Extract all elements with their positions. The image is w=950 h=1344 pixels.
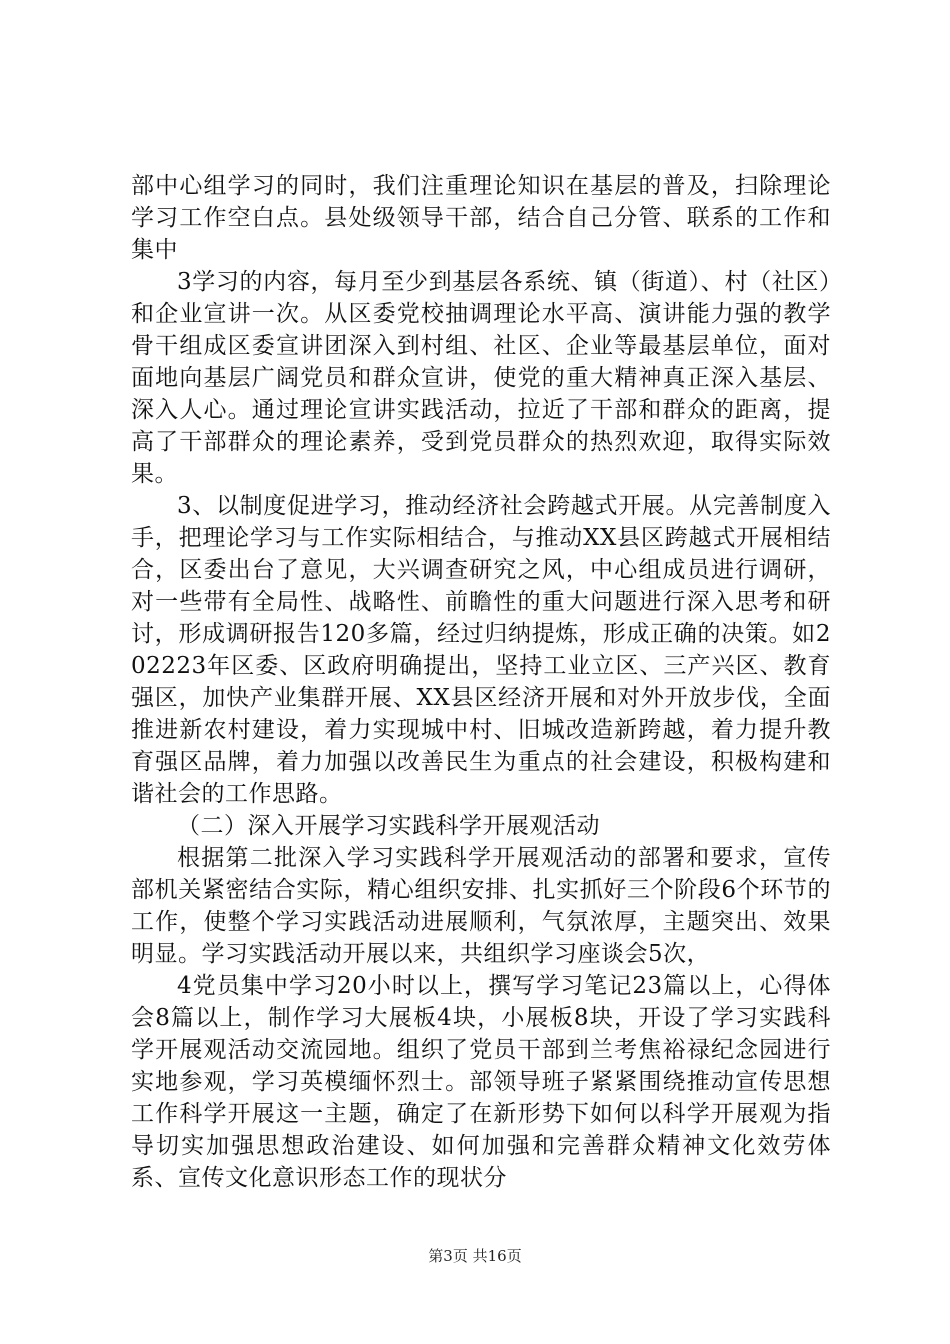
body-text [131, 170, 831, 1194]
paragraph-practice-activities: 根据第二批深入学习实践科学开展观活动的部署和要求，宣传部机关紧密结合实际，精心组织安排、扎实抓好三个阶段6个环节的工作，使整个学习实践活动进展顺利，气氛浓厚，主题突出、效果明显。学习实践活动开展以来，共组织学习座谈会5次， [131, 845, 831, 967]
paragraph-lecture-activities: 3学习的内容，每月至少到基层各系统、镇（街道）、村（社区）和企业宣讲一次。从区委党校抽调理论水平高、演讲能力强的教学骨干组成区委宣讲团深入到村组、社区、企业等最基层单位，面对面地向基层广阔党员和群众宣讲，使党的重大精神真正深入基层、深入人心。通过理论宣讲实践活动，拉近了干部和群众的距离，提高了干部群众的理论素养，受到党员群众的热烈欢迎，取得实际效果。 [131, 269, 831, 487]
page-footer: 第3页 共16页 [428, 1247, 522, 1265]
paragraph-continuation: 部中心组学习的同时，我们注重理论知识在基层的普及，扫除理论学习工作空白点。县处级领导干部，结合自己分管、联系的工作和集中 [131, 173, 831, 263]
section-heading: （二）深入开展学习实践科学开展观活动 [177, 813, 600, 839]
paragraph-system-promotes-study: 3、以制度促进学习，推动经济社会跨越式开展。从完善制度入手，把理论学习与工作实际相结合，与推动XX县区跨越式开展相结合，区委出台了意见，大兴调查研究之风，中心组成员进行调研，对一些带有全局性、战略性、前瞻性的重大问题进行深入思考和研讨，形成调研报告120多篇，经过归纳提炼，形成正确的决策。如202223年区委、区政府明确提出，坚持工业立区、三产兴区、教育强区，加快产业集群开展、XX县区经济开展和对外开放步伐，全面推进新农村建设，着力实现城中村、旧城改造新跨越，着力提升教育强区品牌，着力加强以改善民生为重点的社会建设，积极构建和谐社会的工作思路。 [131, 493, 831, 807]
paragraph-party-study: 4党员集中学习20小时以上，撰写学习笔记23篇以上，心得体会8篇以上，制作学习大展板4块，小展板8块，开设了学习实践科学开展观活动交流园地。组织了党员干部到兰考焦裕禄纪念园进行实地参观，学习英模缅怀烈士。部领导班子紧紧围绕推动宣传思想工作科学开展这一主题，确定了在新形势下如何以科学开展观为指导切实加强思想政治建设、如何加强和完善群众精神文化效劳体系、宣传文化意识形态工作的现状分 [131, 973, 831, 1191]
